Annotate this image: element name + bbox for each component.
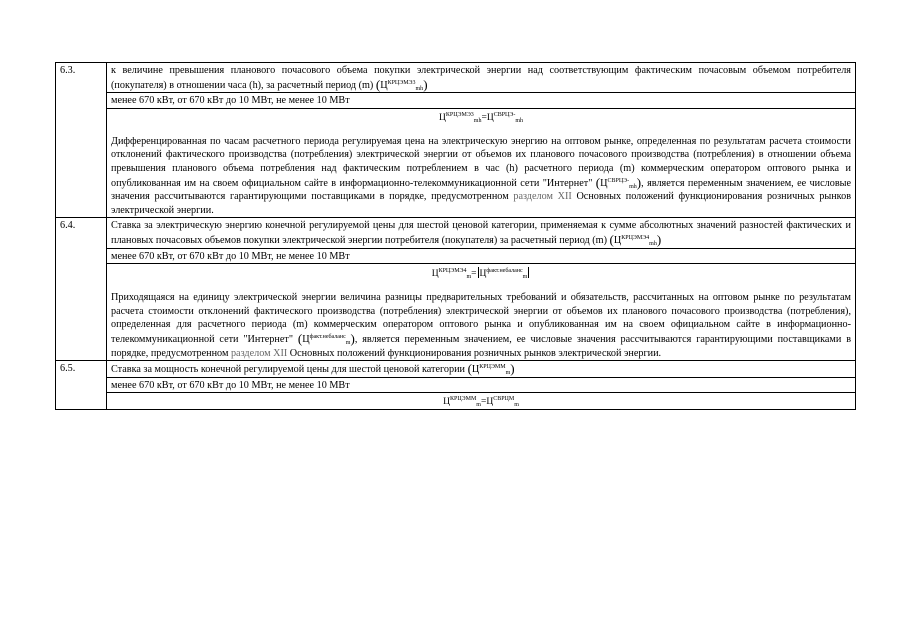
power-range: менее 670 кВт, от 670 кВт до 10 МВт, не менее 10 МВт (107, 377, 856, 393)
title-text: Ставка за мощность конечной регулируемой цены для шестой ценовой категории (111, 364, 466, 376)
desc-symbol: $(Ц^{факт.небаланс}_m)$ (297, 330, 355, 346)
formula: $Ц^{КРЦЭМЭ4}_m= Ц^{факт.небаланс}_m$ (431, 268, 528, 281)
power-range: менее 670 кВт, от 670 кВт до 10 МВт, не менее 10 МВт (107, 248, 856, 264)
row-6-3-title (56, 63, 856, 93)
title-symbol: $(Ц^{КРЦЭМЭ3}_{mh})$ (375, 76, 428, 92)
row-6-3-formula (56, 108, 856, 218)
title-text: Ставка за электрическую энергию конечной регулируемой цены для шестой ценовой категории, применяемая к сумме абсолютных значений разностей фактических и плановых почасовых объемов покупки электрической энергии потребителя (покупателя) за расчетный период (m) (111, 220, 851, 246)
row-number: 6.3. (56, 63, 107, 218)
formula: $Ц^{КРЦЭМЭ3}_{mh}=Ц^{СВРЦЭ-}_{mh}$ (438, 111, 524, 124)
title-symbol: $(Ц^{КРЦЭМЭ4}_{mh})$ (609, 231, 662, 247)
formula: $Ц^{КРЦЭММ}_m=Ц^{СВРЦМ}_m$ (443, 396, 519, 409)
row-6-5-power (56, 377, 856, 393)
title-text: к величине превышения планового почасового объема покупки электрической энергии над соответствующим фактическим почасовым объемом потребителя (покупателя) в отношении часа (h), за расчетный период (m) (111, 65, 851, 91)
row-6-3-power (56, 93, 856, 109)
row-title (107, 63, 856, 93)
section-link[interactable]: разделом XII (513, 191, 572, 203)
row-title (107, 361, 856, 378)
formula-cell (107, 108, 856, 218)
row-6-5-title (56, 361, 856, 378)
title-symbol: $(Ц^{КРЦЭММ}_m)$ (467, 361, 515, 377)
row-6-4-title (56, 218, 856, 248)
row-6-4-formula (56, 264, 856, 361)
row-6-5-formula (56, 393, 856, 410)
tariff-table (55, 62, 856, 410)
description: Дифференцированная по часам расчетного периода регулируемая цена на электрическую энергию на оптовом рынке, определенная по результатам расчета стоимости отклонений фактического производства (потребления) электрической энергии от объемов их планового почасового производства (потребления) в отношении объема превышения планового объема потребления над фактическим потреблением в час (h) расчетного периода (m) коммерческим оператором оптового рынка и опубликованная им на своем официальном сайте в информационно-телекоммуникационной сети "Интернет" $(Ц^{СВРЦЭ-}_{mh})$, является переменным значением, ее числовые значения рассчитываются гарантирующими поставщиками в порядке, предусмотренном разделом XII Основных положений функционирования розничных рынков электрической энергии. (111, 135, 852, 216)
formula-cell (107, 393, 856, 410)
power-range: менее 670 кВт, от 670 кВт до 10 МВт, не менее 10 МВт (107, 93, 856, 109)
desc-symbol: $(Ц^{СВРЦЭ-}_{mh})$ (595, 174, 642, 190)
formula-cell (107, 264, 856, 361)
row-number: 6.4. (56, 218, 107, 361)
row-6-4-power (56, 248, 856, 264)
section-link[interactable]: разделом XII (230, 347, 288, 359)
row-number: 6.5. (56, 361, 107, 410)
description: Приходящаяся на единицу электрической энергии величина разницы предварительных требований и обязательств, рассчитанных на оптовом рынке по результатам расчета стоимости отклонений фактического производства (потребления) электрической энергии от объемов их планового почасового производства (потребления), определенная для расчетного периода (m) коммерческим оператором оптового рынка и опубликованная им на своем официальном сайте в информационно-телекоммуникационной сети "Интернет" $(Ц^{факт.небаланс}_m)$, является переменным значением, ее числовые значения рассчитываются гарантирующими поставщиками в порядке, предусмотренном разделом XII Основных положений функционирования розничных рынков электрической энергии. (111, 292, 852, 359)
row-title (107, 218, 856, 248)
